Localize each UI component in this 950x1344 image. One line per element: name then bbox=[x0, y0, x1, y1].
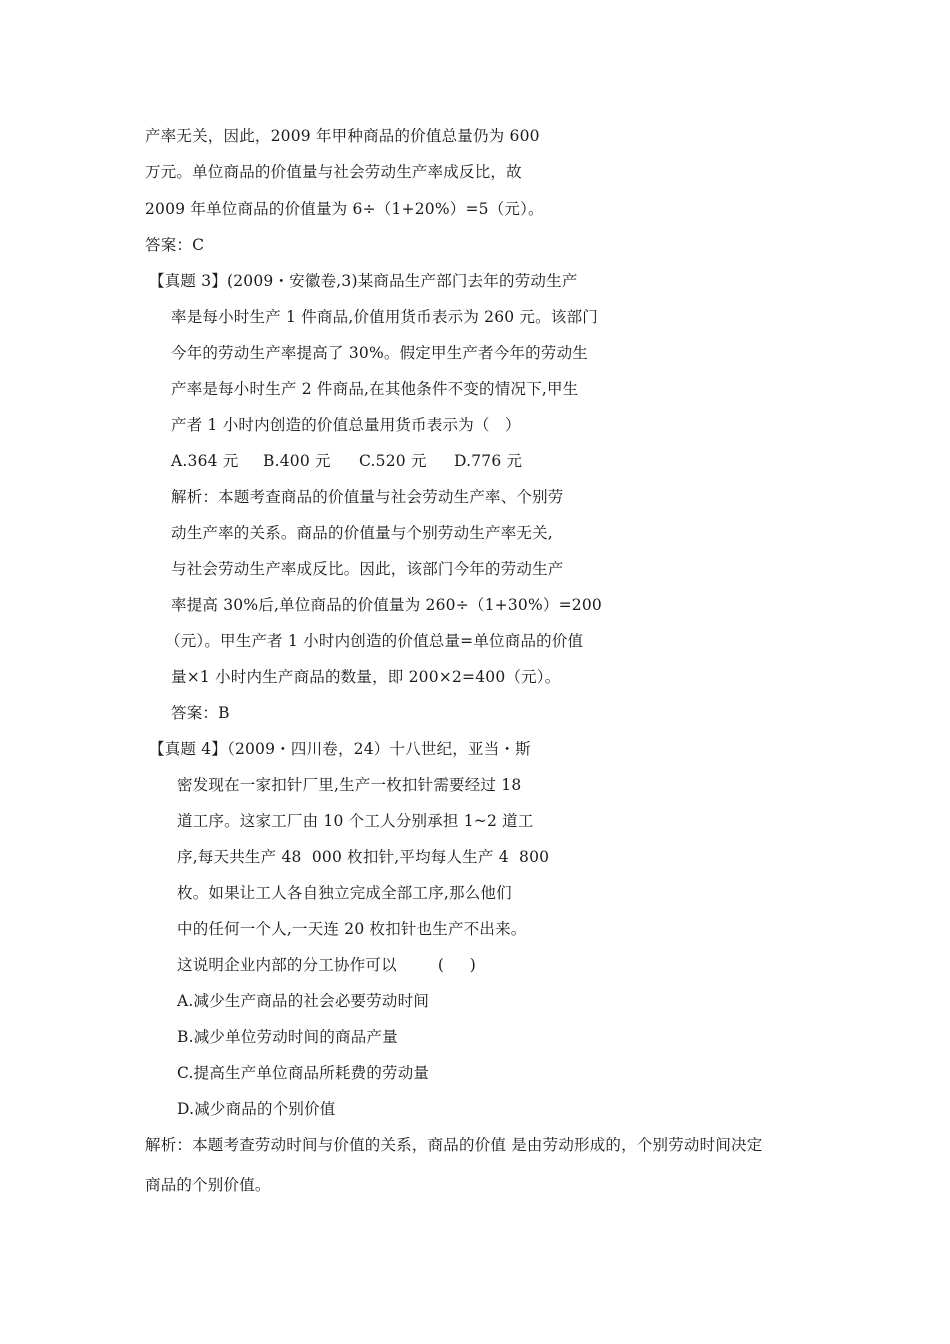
question-text-line: 中的任何一个人,一天连 20 枚扣针也生产不出来。 bbox=[177, 920, 527, 938]
option-c: C.提高生产单位商品所耗费的劳动量 bbox=[177, 1064, 430, 1082]
answer-line: 答案：B bbox=[171, 704, 230, 722]
option-b: B.400 元 bbox=[263, 452, 331, 470]
question-header: 【真题 3】(2009・安徽卷,3)某商品生产部门去年的劳动生产 bbox=[149, 272, 578, 290]
analysis-line: 量×1 小时内生产商品的数量，即 200×2=400（元）。 bbox=[171, 668, 561, 686]
option-d: D.776 元 bbox=[454, 452, 523, 470]
question-text-line: 道工序。这家工厂由 10 个工人分别承担 1~2 道工 bbox=[177, 812, 534, 830]
question-text-line: 产者 1 小时内创造的价值总量用货币表示为（ ） bbox=[171, 416, 521, 434]
question-text-line: 枚。如果让工人各自独立完成全部工序,那么他们 bbox=[177, 884, 512, 902]
analysis-line: 解析：本题考查商品的价值量与社会劳动生产率、个别劳 bbox=[171, 488, 564, 506]
analysis-line: 解析：本题考查劳动时间与价值的关系，商品的价值 是由劳动形成的，个别劳动时间决定 bbox=[145, 1136, 763, 1154]
text-line: 2009 年单位商品的价值量为 6÷（1+20%）=5（元）。 bbox=[145, 200, 544, 218]
option-a: A.减少生产商品的社会必要劳动时间 bbox=[177, 992, 430, 1010]
analysis-line: 动生产率的关系。商品的价值量与个别劳动生产率无关, bbox=[171, 524, 553, 542]
question-text-line: 这说明企业内部的分工协作可以 ( ) bbox=[177, 956, 476, 974]
question-text-line: 率是每小时生产 1 件商品,价值用货币表示为 260 元。该部门 bbox=[171, 308, 598, 326]
question-text-line: 产率是每小时生产 2 件商品,在其他条件不变的情况下,甲生 bbox=[171, 380, 579, 398]
analysis-line: （元）。甲生产者 1 小时内创造的价值总量=单位商品的价值 bbox=[165, 632, 584, 650]
option-c: C.520 元 bbox=[359, 452, 427, 470]
text-line: 万元。单位商品的价值量与社会劳动生产率成反比，故 bbox=[145, 163, 522, 181]
analysis-line: 与社会劳动生产率成反比。因此，该部门今年的劳动生产 bbox=[171, 560, 564, 578]
answer-line: 答案：C bbox=[145, 236, 205, 254]
text-line: 产率无关，因此，2009 年甲种商品的价值总量仍为 600 bbox=[145, 127, 540, 145]
option-b: B.减少单位劳动时间的商品产量 bbox=[177, 1028, 398, 1046]
analysis-line: 率提高 30%后,单位商品的价值量为 260÷（1+30%）=200 bbox=[171, 596, 602, 614]
option-a: A.364 元 bbox=[171, 452, 239, 470]
question-text-line: 密发现在一家扣针厂里,生产一枚扣针需要经过 18 bbox=[177, 776, 522, 794]
question-header: 【真题 4】（2009・四川卷，24）十八世纪，亚当・斯 bbox=[149, 740, 531, 758]
option-d: D.减少商品的个别价值 bbox=[177, 1100, 336, 1118]
question-text-line: 今年的劳动生产率提高了 30%。假定甲生产者今年的劳动生 bbox=[171, 344, 588, 362]
analysis-line: 商品的个别价值。 bbox=[145, 1176, 271, 1194]
question-text-line: 序,每天共生产 48 000 枚扣针,平均每人生产 4 800 bbox=[177, 848, 550, 866]
